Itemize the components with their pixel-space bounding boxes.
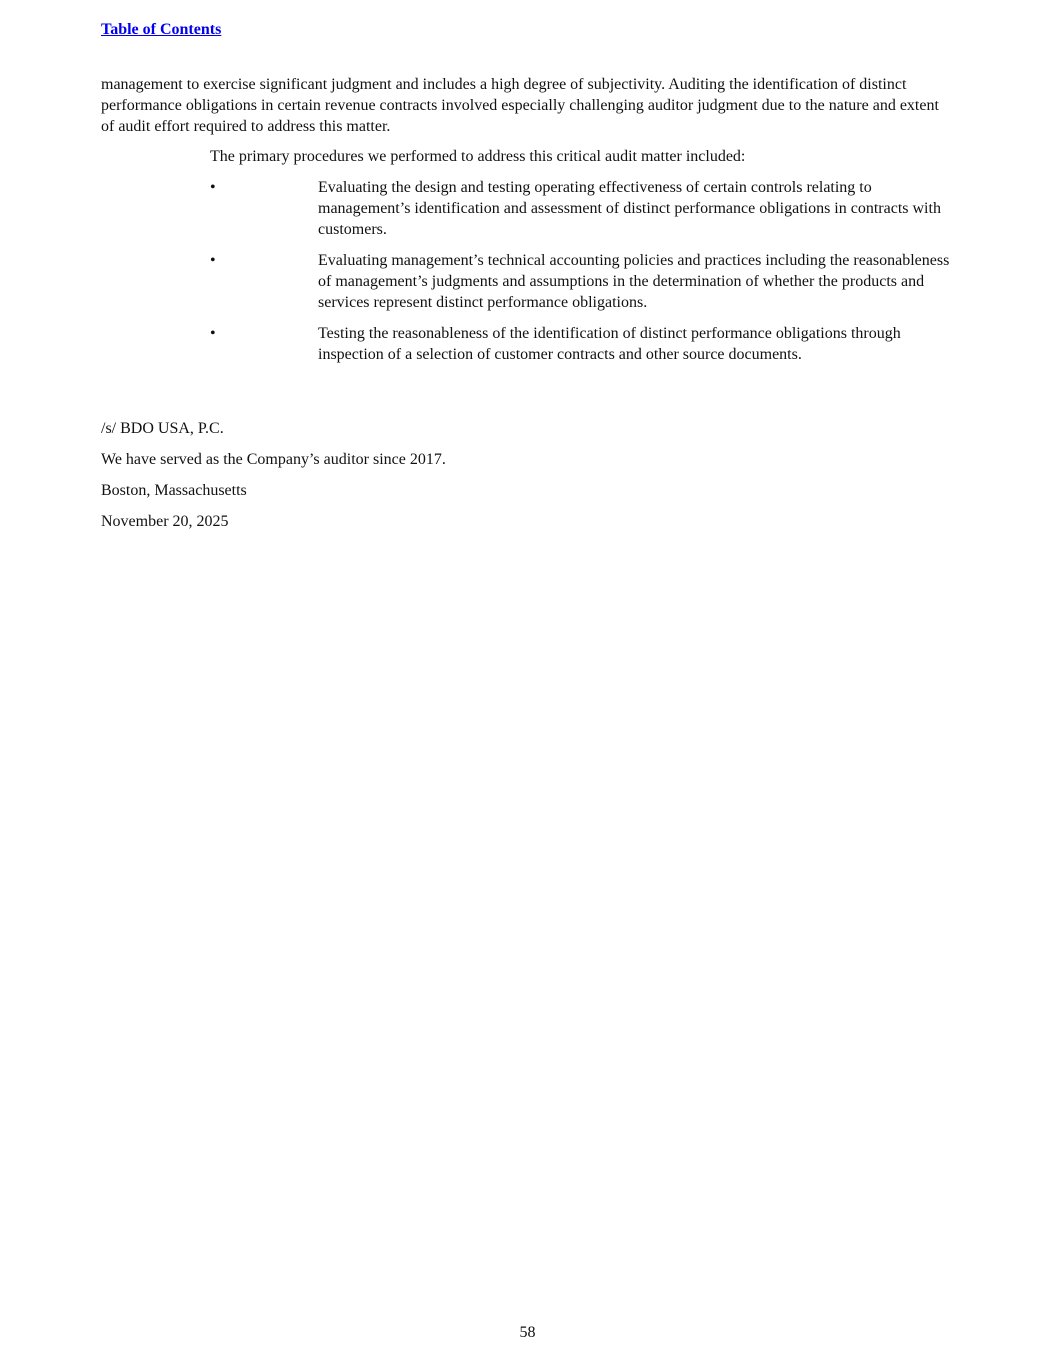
signature-location: Boston, Massachusetts <box>101 482 247 499</box>
continued-paragraph: management to exercise significant judgment and includes a high degree of subjectivity. Auditing the identification of distinct performance obligations in certain revenue contracts involved especially challenging auditor judgment due to the nature and extent of audit effort required to address this matter. <box>101 76 939 135</box>
bullet-icon: • <box>210 325 216 342</box>
signature-date: November 20, 2025 <box>101 513 229 530</box>
procedures-list <box>210 177 955 375</box>
procedures-intro: The primary procedures we performed to address this critical audit matter included: <box>210 148 746 165</box>
signature-firm: /s/ BDO USA, P.C. <box>101 420 224 437</box>
list-item <box>210 177 955 240</box>
page-number: 58 <box>519 1324 536 1341</box>
list-item-text: Evaluating management’s technical accounting policies and practices including the reasonableness of management’s judgments and assumptions in the determination of whether the products and services represent distinct performance obligations. <box>318 252 950 311</box>
auditor-tenure: We have served as the Company’s auditor since 2017. <box>101 451 446 468</box>
list-item-text: Evaluating the design and testing operating effectiveness of certain controls relating to management’s identification and assessment of distinct performance obligations in contracts with customers. <box>318 179 941 238</box>
list-item <box>210 250 955 313</box>
bullet-icon: • <box>210 252 216 269</box>
list-item-text: Testing the reasonableness of the identification of distinct performance obligations through inspection of a selection of customer contracts and other source documents. <box>318 325 901 363</box>
table-of-contents-link[interactable]: Table of Contents <box>101 21 222 38</box>
list-item <box>210 323 955 365</box>
bullet-icon: • <box>210 179 216 196</box>
